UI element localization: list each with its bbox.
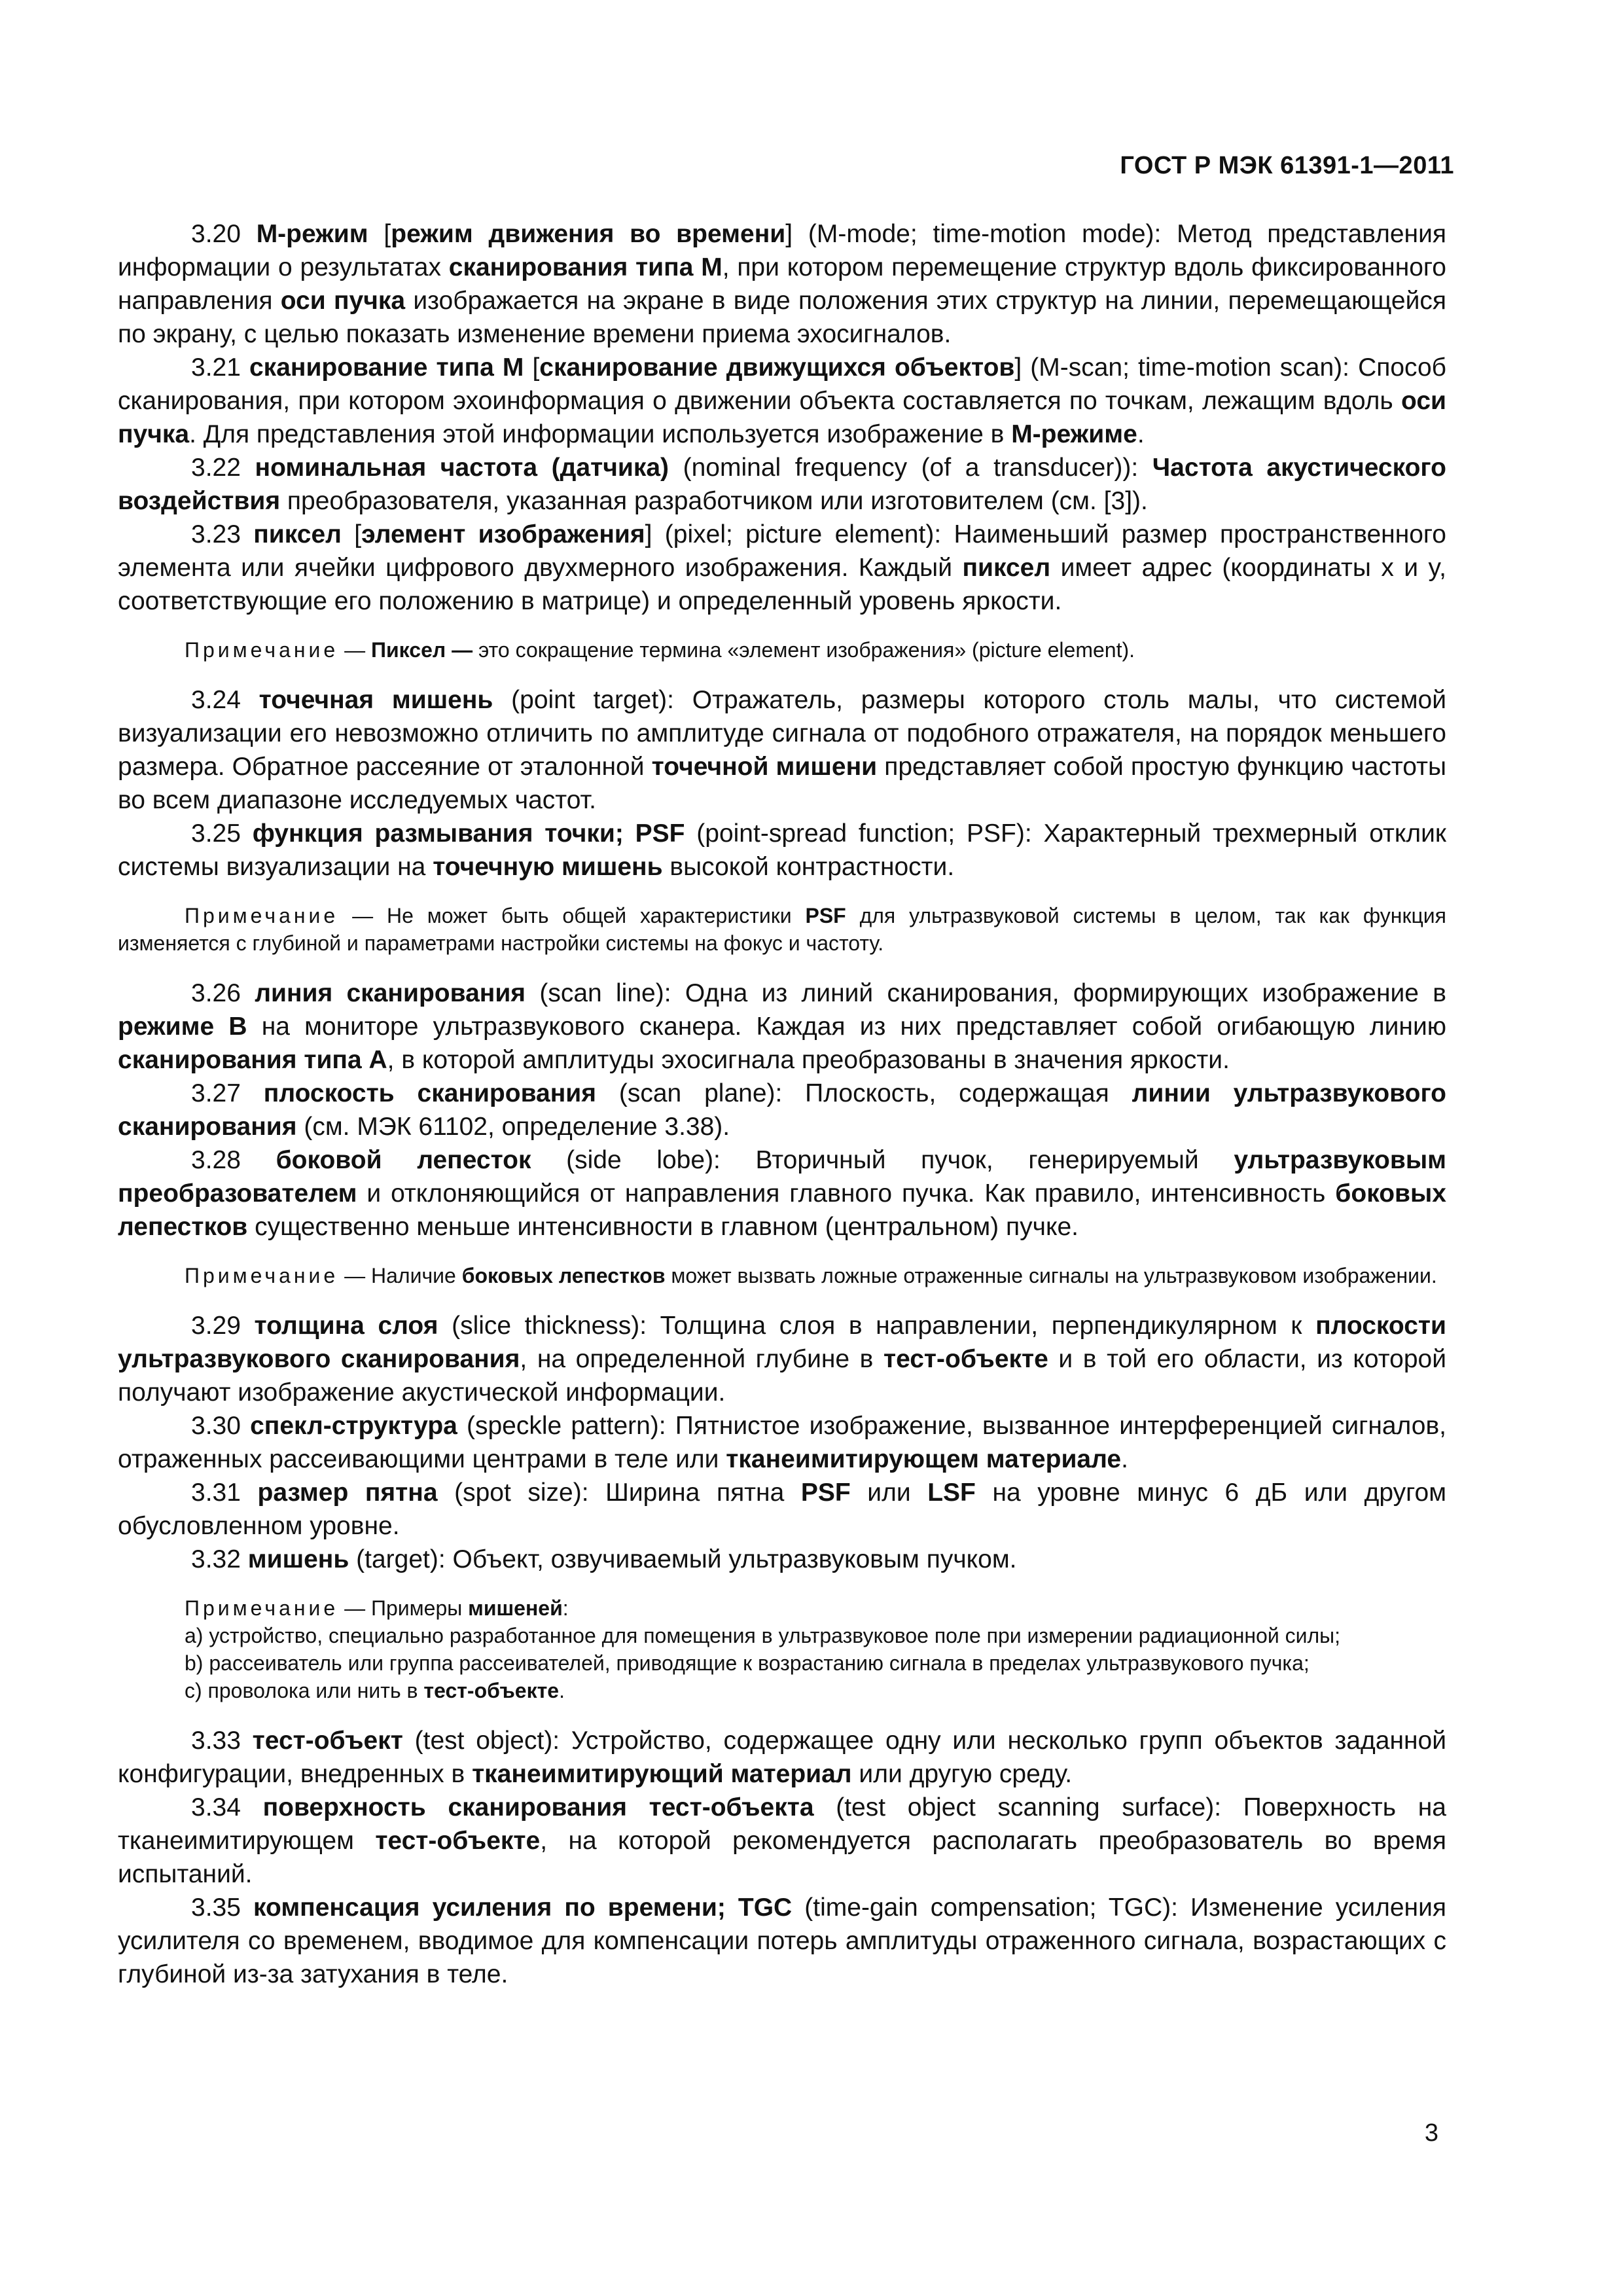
text-run: на мониторе ультразвукового сканера. Каждая из них представляет собой огибающую линию (247, 1013, 1446, 1041)
note-label: Примечание (185, 1264, 339, 1287)
text-run: . Для представления этой информации используется изображение в (189, 420, 1012, 448)
note-list-item (118, 1677, 1446, 1704)
text-run: (side lobe): Вторичный пучок, генерируемый (531, 1146, 1234, 1174)
text-run: изображается на экране в виде положения этих структур на линии, перемещающейся по экрану, с целью показать изменение времени приема эхосигналов. (118, 287, 1446, 348)
text-run: , на которой рекомендуется располагать преобразователь во время испытаний. (118, 1827, 1446, 1888)
text-run: ] (M-mode; time-motion mode): Метод представления информации о результатах (118, 220, 1446, 281)
bold-term: точечной мишени (651, 753, 878, 781)
bold-term: боковой лепесток (276, 1146, 531, 1174)
bold-term: PSF (805, 904, 846, 927)
text-run: 3.26 (191, 979, 255, 1007)
bold-term: плоскости ультразвукового сканирования (118, 1312, 1446, 1373)
definition-paragraph (118, 977, 1446, 1077)
text-run: (scan plane): Плоскость, содержащая (596, 1079, 1132, 1107)
text-run: [ (524, 353, 540, 382)
text-run: имеет адрес (координаты x и y, соответствующие его положению в матрице) и определенный уровень яркости. (118, 554, 1446, 615)
definition-paragraph (118, 451, 1446, 518)
text-run: и в той его области, из которой получают изображение акустической информации. (118, 1345, 1447, 1407)
definition-paragraph (118, 518, 1446, 618)
text-run: . (1121, 1445, 1128, 1473)
definition-paragraph (118, 1309, 1446, 1409)
text-run: (nominal frequency (of a transducer)): (669, 454, 1152, 482)
definition-paragraph (118, 217, 1446, 351)
text-run: — Не может быть общей характеристики (338, 904, 806, 927)
text-run: . (1137, 420, 1145, 448)
text-run: [ (368, 220, 391, 248)
bold-term: номинальная частота (датчика) (255, 454, 669, 482)
text-run: 3.24 (191, 686, 259, 714)
text-run: 3.23 (191, 520, 254, 548)
note-paragraph (118, 1594, 1446, 1622)
bold-term: элемент изображения (361, 520, 645, 548)
bold-term: сканирование типа М (249, 353, 524, 382)
bold-term: боковых лепестков (461, 1264, 666, 1287)
text-run: ] (M-scan; time-motion scan): Способ сканирования, при котором эхоинформация о движении объекта составляется по точкам, лежащим вдоль (118, 353, 1447, 415)
text-run: 3.35 (191, 1893, 253, 1922)
definition-paragraph (118, 1791, 1446, 1891)
definitions-body (118, 217, 1446, 1991)
bold-term: толщина слоя (254, 1312, 438, 1340)
bold-term: оси пучка (280, 287, 406, 315)
note-list-item (118, 1649, 1446, 1677)
bold-term: тест-объекте (423, 1679, 560, 1702)
text-run: (test object): Устройство, содержащее одну или несколько групп объектов заданной конфигурации, внедренных в (118, 1727, 1446, 1788)
definition-paragraph (118, 817, 1446, 884)
bold-term: режиме В (118, 1013, 247, 1041)
text-run: . (559, 1679, 565, 1702)
bold-term: М-режиме (1011, 420, 1137, 448)
text-run: , при котором перемещение структур вдоль фиксированного направления (118, 253, 1446, 315)
bold-term: ультразвуковым преобразователем (118, 1146, 1446, 1208)
bold-term: поверхность сканирования тест-объекта (262, 1793, 814, 1821)
text-run: 3.25 (191, 819, 253, 848)
bold-term: линия сканирования (255, 979, 526, 1007)
bold-term: сканирования типа А (118, 1046, 387, 1074)
bold-term: тест-объекте (883, 1345, 1048, 1373)
text-run: 3.33 (191, 1727, 253, 1755)
bold-term: боковых лепестков (118, 1179, 1446, 1241)
text-run: c) проволока или нить в (185, 1679, 424, 1702)
note-paragraph (118, 636, 1446, 664)
text-run: существенно меньше интенсивности в главном (центральном) пучке. (247, 1213, 1079, 1241)
bold-term: LSF (927, 1479, 976, 1507)
text-run: (time-gain compensation; TGC): Изменение усиления усилителя со временем, вводимое для компенсации потерь амплитуды отраженного сигнала, возрастающих с глубиной из-за затухания в теле. (118, 1893, 1446, 1988)
text-run: 3.20 (191, 220, 257, 248)
bold-term: линии ультразвукового сканирования (118, 1079, 1447, 1141)
bold-term: точечную мишень (433, 853, 663, 881)
text-run: (spot size): Ширина пятна (437, 1479, 801, 1507)
definition-paragraph (118, 1891, 1446, 1991)
note-paragraph (118, 902, 1446, 957)
bold-term: мишеней (468, 1596, 563, 1620)
bold-term: точечная мишень (259, 686, 493, 714)
text-run: может вызвать ложные отраженные сигналы на ультразвуковом изображении. (665, 1264, 1437, 1287)
text-run: для ультразвуковой системы в целом, так как функция изменяется с глубиной и параметрами настройки системы на фокус и частоту. (118, 904, 1446, 955)
bold-term: сканирование движущихся объектов (539, 353, 1015, 382)
definition-paragraph (118, 1409, 1446, 1476)
page-number: 3 (1424, 2119, 1438, 2147)
text-run: a) устройство, специально разработанное для помещения в ультразвуковое поле при измерении радиационной силы; (185, 1624, 1341, 1647)
text-run: 3.29 (191, 1312, 255, 1340)
bold-term: тест-объект (252, 1727, 403, 1755)
text-run: (scan line): Одна из линий сканирования, формирующих изображение в (526, 979, 1446, 1007)
bold-term: тканеимитирующем материале (726, 1445, 1122, 1473)
bold-term: пиксел (962, 554, 1051, 582)
bold-term: режим движения во времени (391, 220, 786, 248)
text-run: (speckle pattern): Пятнистое изображение, вызванное интерференцией сигналов, отраженных рассеивающими центрами в теле или (118, 1412, 1446, 1473)
text-run: [ (341, 520, 362, 548)
note-paragraph (118, 1262, 1446, 1289)
text-run: 3.27 (191, 1079, 264, 1107)
text-run: это сокращение термина «элемент изображения» (picture element). (473, 638, 1135, 662)
bold-term: PSF (800, 1479, 851, 1507)
text-run: — (338, 638, 371, 662)
text-run: — Наличие (338, 1264, 462, 1287)
bold-term: пиксел (253, 520, 342, 548)
definition-paragraph (118, 1543, 1446, 1576)
bold-term: функция размывания точки; PSF (252, 819, 685, 848)
text-run: или другую среду. (851, 1760, 1073, 1788)
bold-term: компенсация усиления по времени; TGC (253, 1893, 793, 1922)
text-run: : (562, 1596, 569, 1620)
definition-paragraph (118, 1724, 1446, 1791)
bold-term: сканирования типа М (448, 253, 722, 281)
text-run: 3.21 (191, 353, 249, 382)
text-run: 3.28 (191, 1146, 276, 1174)
bold-term: размер пятна (257, 1479, 438, 1507)
text-run: или (850, 1479, 928, 1507)
text-run: ] (pixel; picture element): Наименьший размер пространственного элемента или ячейки цифрового двухмерного изображения. Каждый (118, 520, 1446, 582)
text-run: на уровне минус 6 дБ или другом обусловленном уровне. (118, 1479, 1447, 1540)
text-run: высокой контрастности. (662, 853, 955, 881)
text-run: — Примеры (338, 1596, 469, 1620)
text-run: (test object scanning surface): Поверхность на тканеимитирующем (118, 1793, 1446, 1855)
text-run: 3.34 (191, 1793, 263, 1821)
text-run: 3.22 (191, 454, 255, 482)
definition-paragraph (118, 683, 1446, 817)
note-label: Примечание (185, 1596, 339, 1620)
note-label: Примечание (185, 638, 339, 662)
note-label: Примечание (185, 904, 339, 927)
text-run: (point target): Отражатель, размеры которого столь малы, что системой визуализации его невозможно отличить по амплитуде сигнала от подобного отражателя, на порядок меньшего размера. Обратное рассеяние от эталонной (118, 686, 1446, 781)
bold-term: плоскость сканирования (263, 1079, 597, 1107)
text-run: преобразователя, указанная разработчиком или изготовителем (см. [3]). (280, 487, 1148, 515)
text-run: представляет собой простую функцию частоты во всем диапазоне исследуемых частот. (118, 753, 1446, 814)
text-run: 3.30 (191, 1412, 251, 1440)
text-run: 3.32 (191, 1545, 248, 1573)
bold-term: спекл-структура (250, 1412, 457, 1440)
text-run: , в которой амплитуды эхосигнала преобразованы в значения яркости. (387, 1046, 1230, 1074)
bold-term: М-режим (256, 220, 368, 248)
text-run: (slice thickness): Толщина слоя в направлении, перпендикулярном к (438, 1312, 1316, 1340)
bold-term: Частота акустического воздействия (118, 454, 1446, 515)
text-run: , на определенной глубине в (520, 1345, 883, 1373)
bold-term: тканеимитирующий материал (472, 1760, 852, 1788)
note-list-item (118, 1622, 1446, 1649)
definition-paragraph (118, 1077, 1446, 1143)
definition-paragraph (118, 1143, 1446, 1244)
document-header-code: ГОСТ Р МЭК 61391-1—2011 (1120, 152, 1454, 179)
bold-term: тест-объекте (375, 1827, 541, 1855)
text-run: (см. МЭК 61102, определение 3.38). (296, 1113, 730, 1141)
text-run: b) рассеиватель или группа рассеивателей, приводящие к возрастанию сигнала в пределах ультразвукового пучка; (185, 1651, 1310, 1675)
text-run: и отклоняющийся от направления главного пучка. Как правило, интенсивность (357, 1179, 1336, 1208)
definition-paragraph (118, 351, 1446, 451)
bold-term: оси пучка (118, 387, 1446, 448)
bold-term: Пиксел — (371, 638, 473, 662)
text-run: (point-spread function; PSF): Характерный трехмерный отклик системы визуализации на (118, 819, 1446, 881)
text-run: (target): Объект, озвучиваемый ультразвуковым пучком. (349, 1545, 1017, 1573)
text-run: 3.31 (191, 1479, 258, 1507)
bold-term: мишень (247, 1545, 349, 1573)
definition-paragraph (118, 1476, 1446, 1543)
